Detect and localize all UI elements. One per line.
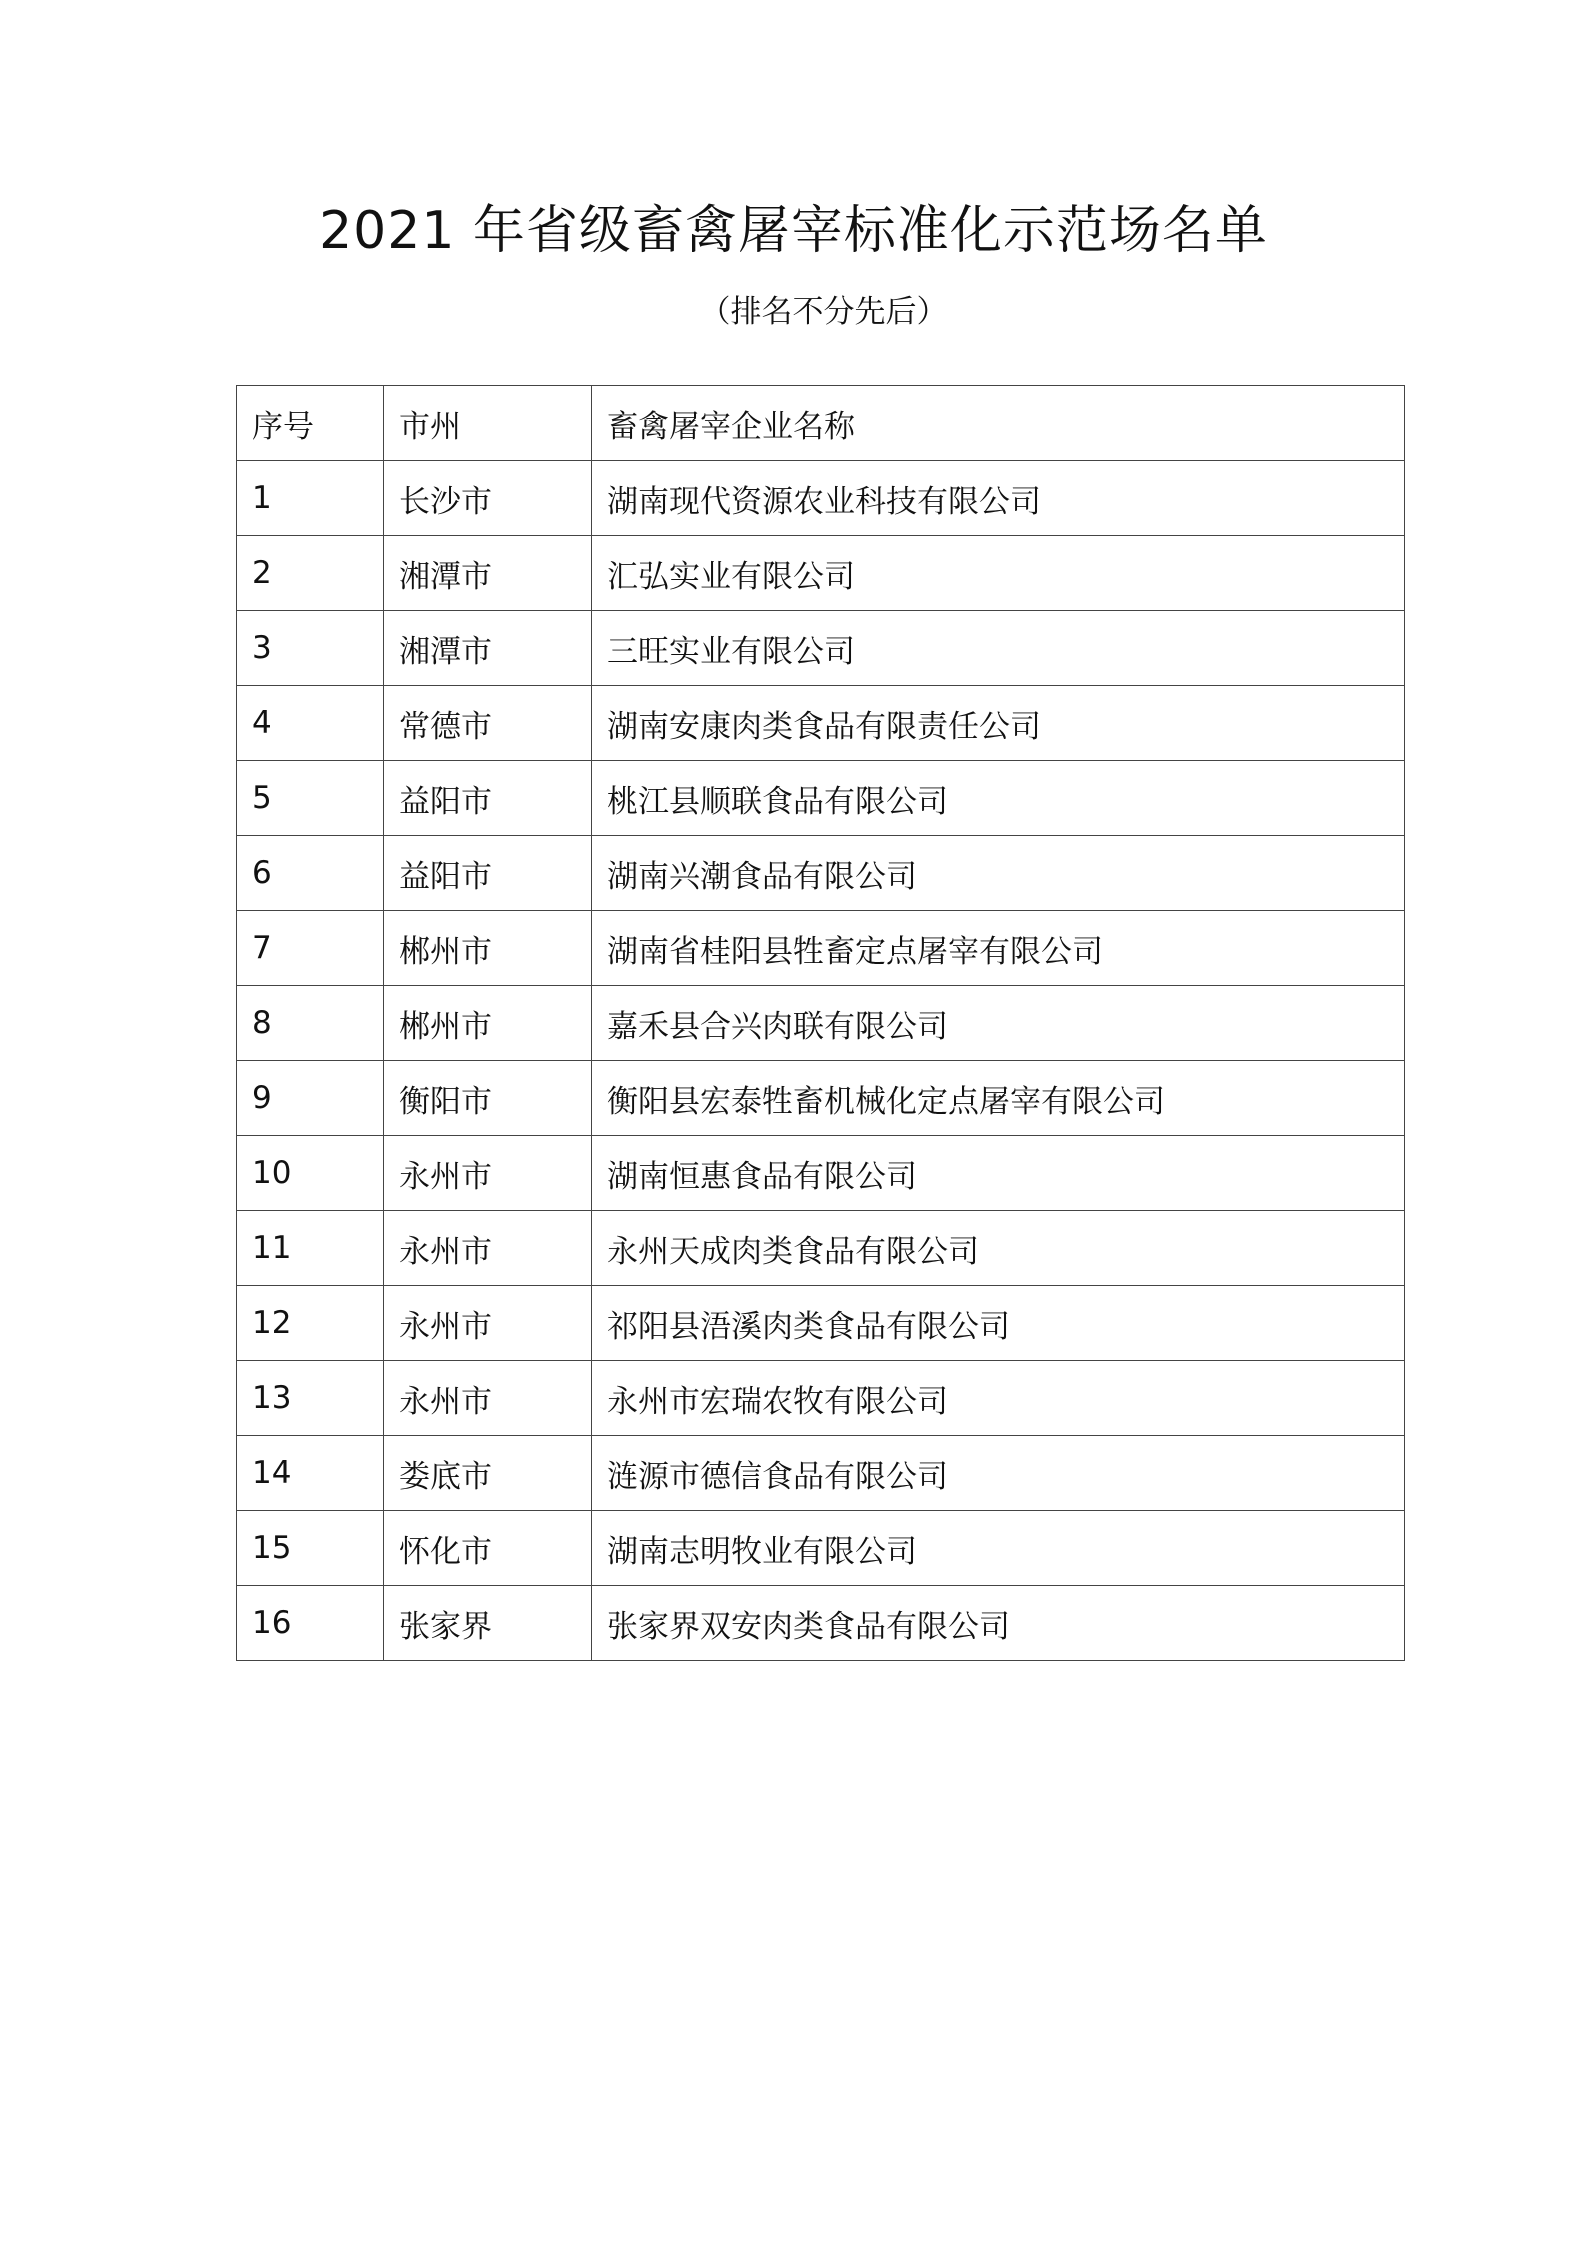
table-header-row: [237, 386, 1405, 461]
table-row: [237, 1061, 1405, 1136]
row-index-cell: 12: [237, 1286, 384, 1361]
row-city-cell: 张家界: [384, 1586, 592, 1661]
row-city-cell: 永州市: [384, 1136, 592, 1211]
demonstration-list-table: [236, 385, 1405, 1661]
table-row: [237, 986, 1405, 1061]
table-row: [237, 536, 1405, 611]
row-index-cell: 10: [237, 1136, 384, 1211]
row-city-cell: 怀化市: [384, 1511, 592, 1586]
table-row: [237, 911, 1405, 986]
table-row: [237, 1211, 1405, 1286]
row-index-cell: 5: [237, 761, 384, 836]
row-city-cell: 湘潭市: [384, 611, 592, 686]
row-city-cell: 益阳市: [384, 836, 592, 911]
row-company-cell: 永州市宏瑞农牧有限公司: [592, 1361, 1405, 1436]
row-company-cell: 桃江县顺联食品有限公司: [592, 761, 1405, 836]
row-city-cell: 永州市: [384, 1361, 592, 1436]
header-company: 畜禽屠宰企业名称: [592, 386, 1405, 461]
table-row: [237, 686, 1405, 761]
row-city-cell: 娄底市: [384, 1436, 592, 1511]
table-body: [237, 461, 1405, 1661]
row-city-cell: 益阳市: [384, 761, 592, 836]
row-company-cell: 涟源市德信食品有限公司: [592, 1436, 1405, 1511]
row-index-cell: 13: [237, 1361, 384, 1436]
header-city: 市州: [384, 386, 592, 461]
row-city-cell: 郴州市: [384, 911, 592, 986]
row-company-cell: 衡阳县宏泰牲畜机械化定点屠宰有限公司: [592, 1061, 1405, 1136]
row-company-cell: 湖南省桂阳县牲畜定点屠宰有限公司: [592, 911, 1405, 986]
row-index-cell: 14: [237, 1436, 384, 1511]
row-index-cell: 3: [237, 611, 384, 686]
row-city-cell: 常德市: [384, 686, 592, 761]
table-row: [237, 1136, 1405, 1211]
table-row: [237, 611, 1405, 686]
page-title: 2021 年省级畜禽屠宰标准化示范场名单: [319, 201, 1268, 261]
row-company-cell: 祁阳县浯溪肉类食品有限公司: [592, 1286, 1405, 1361]
header-index: 序号: [237, 386, 384, 461]
row-city-cell: 长沙市: [384, 461, 592, 536]
row-company-cell: 张家界双安肉类食品有限公司: [592, 1586, 1405, 1661]
table-row: [237, 1586, 1405, 1661]
row-index-cell: 6: [237, 836, 384, 911]
page-subtitle: （排名不分先后）: [699, 294, 948, 330]
row-company-cell: 永州天成肉类食品有限公司: [592, 1211, 1405, 1286]
row-company-cell: 汇弘实业有限公司: [592, 536, 1405, 611]
row-index-cell: 7: [237, 911, 384, 986]
row-index-cell: 8: [237, 986, 384, 1061]
row-city-cell: 郴州市: [384, 986, 592, 1061]
table-row: [237, 836, 1405, 911]
table-row: [237, 1286, 1405, 1361]
row-index-cell: 2: [237, 536, 384, 611]
row-company-cell: 湖南安康肉类食品有限责任公司: [592, 686, 1405, 761]
row-index-cell: 4: [237, 686, 384, 761]
row-city-cell: 永州市: [384, 1286, 592, 1361]
row-company-cell: 湖南兴潮食品有限公司: [592, 836, 1405, 911]
row-index-cell: 15: [237, 1511, 384, 1586]
row-city-cell: 衡阳市: [384, 1061, 592, 1136]
table-row: [237, 461, 1405, 536]
table-row: [237, 1511, 1405, 1586]
row-index-cell: 16: [237, 1586, 384, 1661]
row-company-cell: 三旺实业有限公司: [592, 611, 1405, 686]
table-row: [237, 1436, 1405, 1511]
row-company-cell: 湖南志明牧业有限公司: [592, 1511, 1405, 1586]
row-index-cell: 9: [237, 1061, 384, 1136]
row-index-cell: 1: [237, 461, 384, 536]
row-index-cell: 11: [237, 1211, 384, 1286]
row-city-cell: 湘潭市: [384, 536, 592, 611]
row-company-cell: 嘉禾县合兴肉联有限公司: [592, 986, 1405, 1061]
table-row: [237, 1361, 1405, 1436]
row-company-cell: 湖南恒惠食品有限公司: [592, 1136, 1405, 1211]
row-company-cell: 湖南现代资源农业科技有限公司: [592, 461, 1405, 536]
table-row: [237, 761, 1405, 836]
row-city-cell: 永州市: [384, 1211, 592, 1286]
